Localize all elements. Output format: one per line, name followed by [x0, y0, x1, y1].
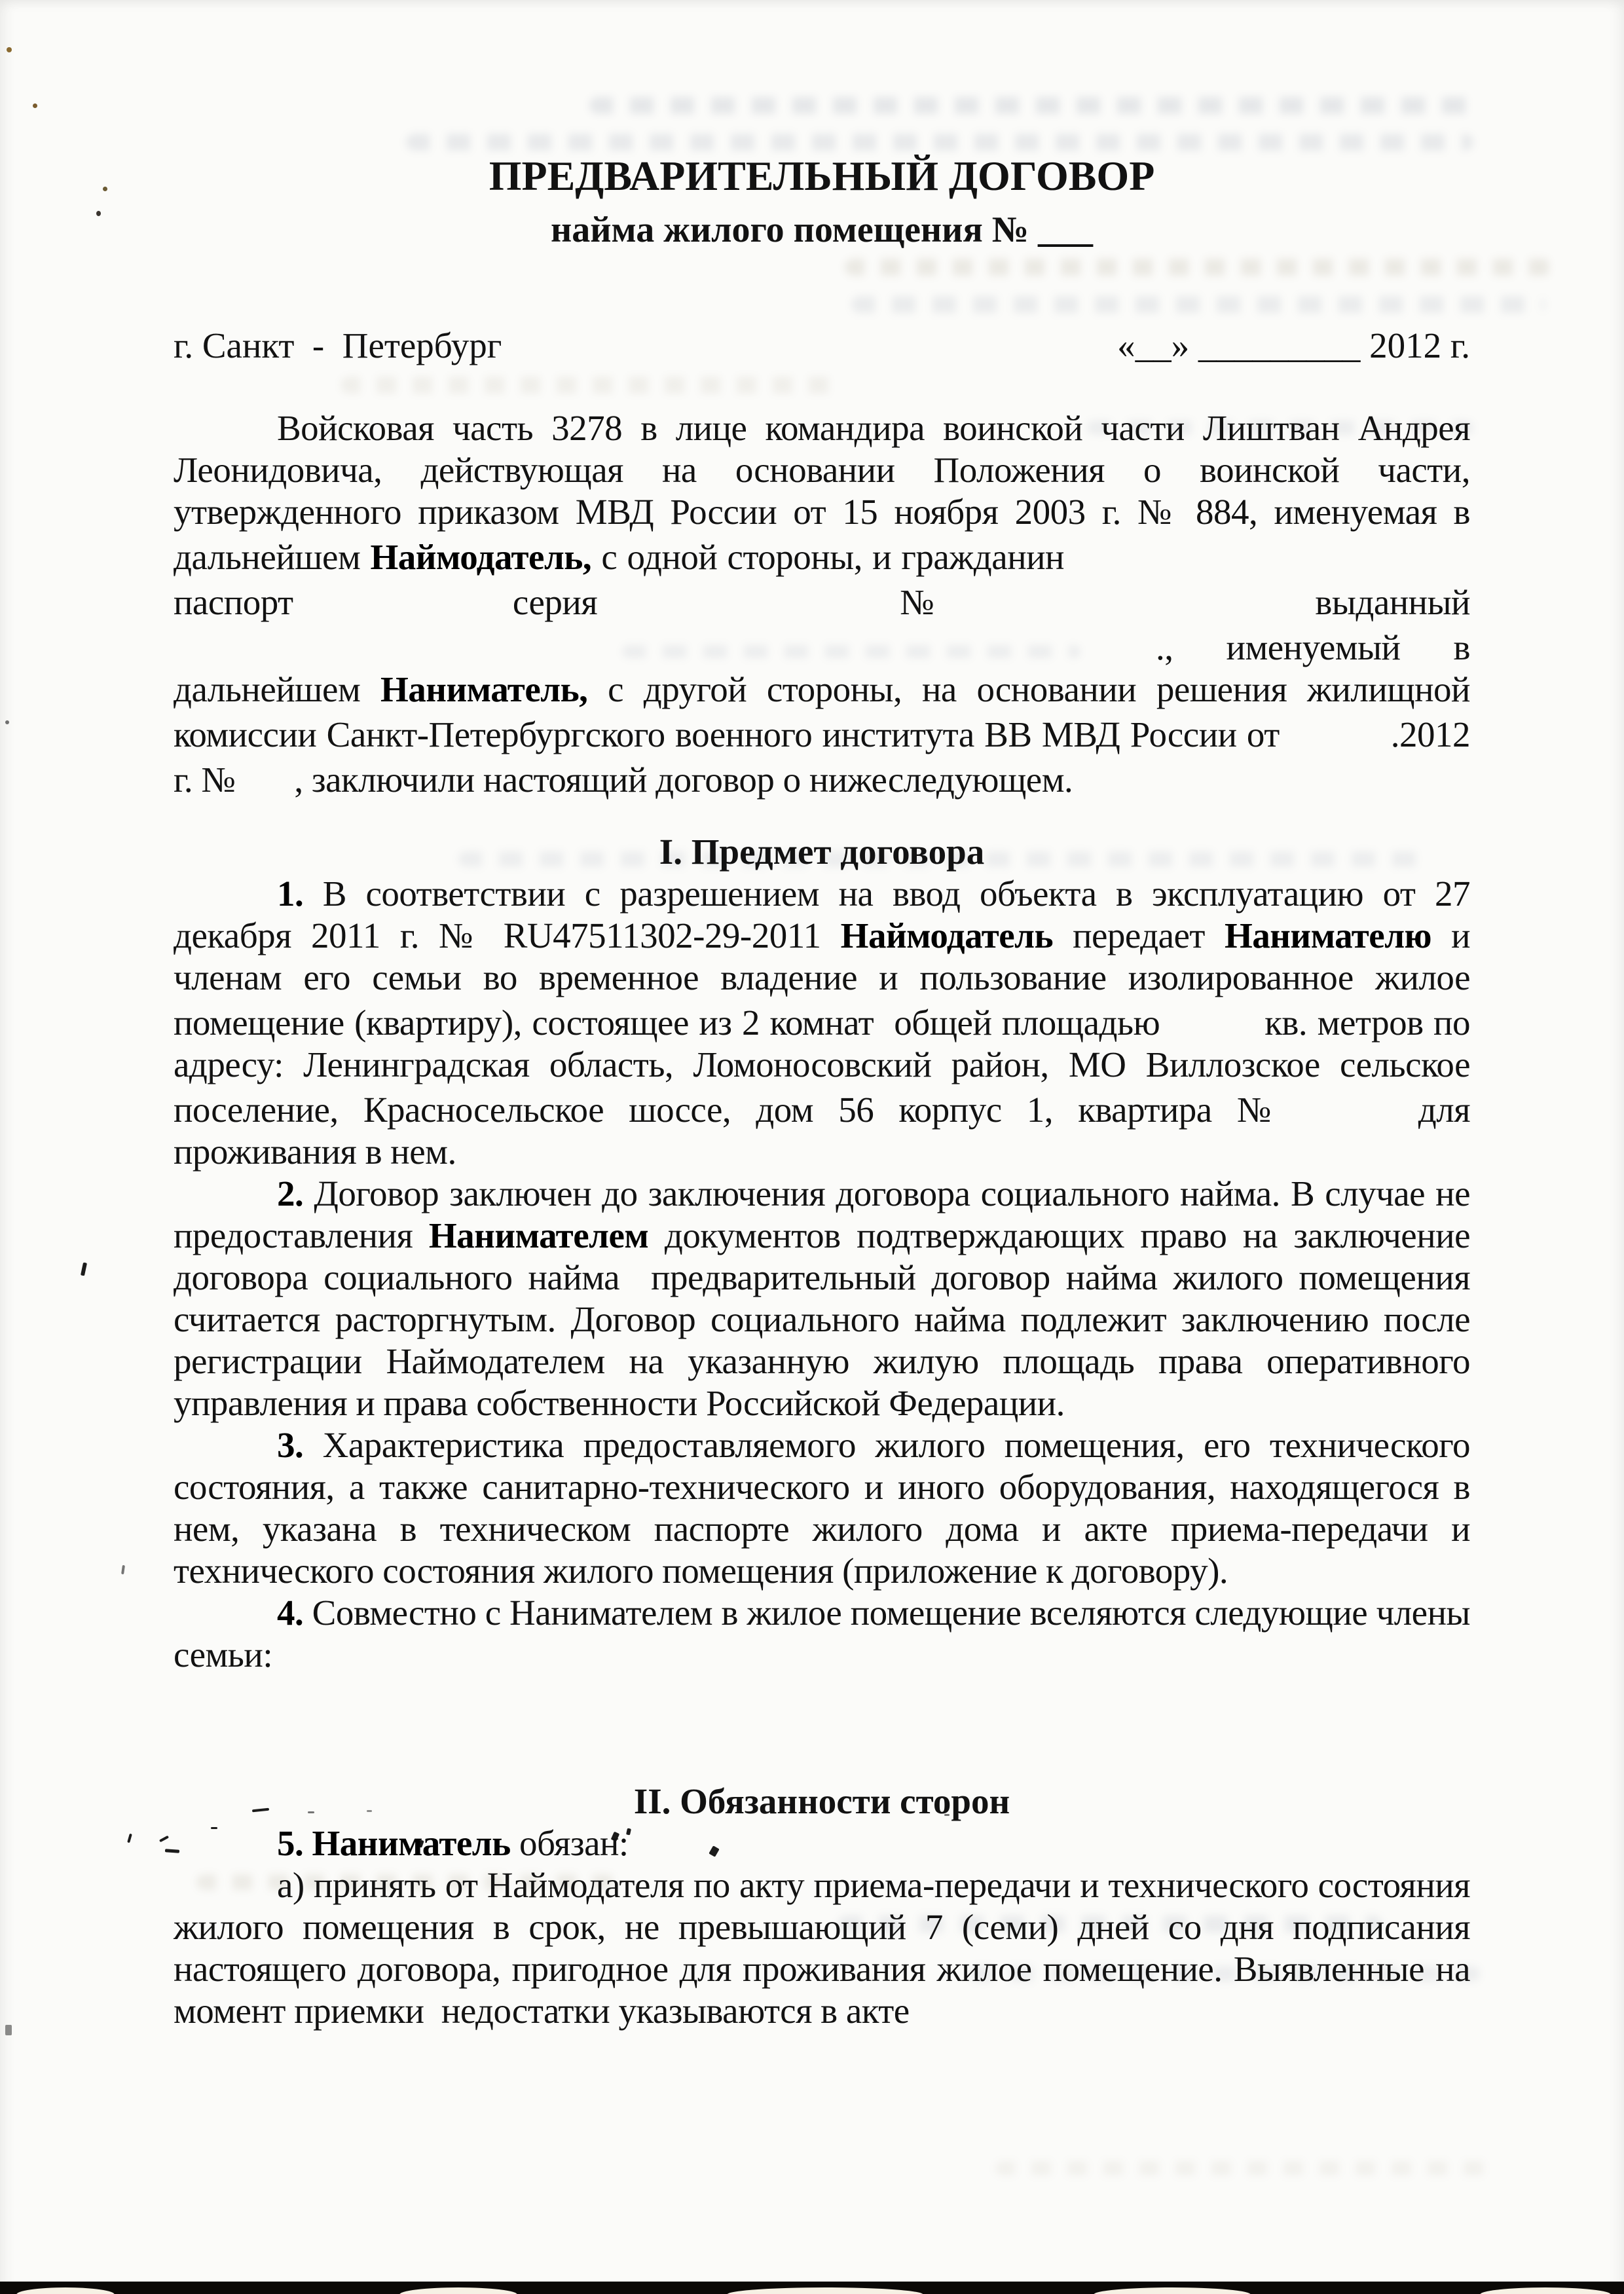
- contract-number-blank: ___: [1038, 210, 1094, 250]
- passport-number-blank: [1145, 578, 1315, 614]
- clause-3-seg-1: Характеристика предоставляемого жилого помещения, его технического состояния, а также санитарно-технического и иного оборудования, находящегося в нем, указана в техническом паспорте жилого дома и акте приема-передачи и технического состояния жилого помещения (приложение к договору).: [174, 1425, 1470, 1591]
- city-date-line: [174, 325, 1470, 367]
- clause-1-seg-4: кв. метров по адресу: Ленинградская область, Ломоносовский район, МО Виллозское сельское поселение, Красносельское шоссе, дом 56 корпус 1, квартира №: [174, 1003, 1470, 1130]
- clause-4-seg-1: Совместно с Нанимателем в жилое помещение вселяются следующие члены семьи:: [174, 1593, 1470, 1674]
- lessor-term: Наймодатель,: [370, 537, 592, 577]
- passport-series-blank: [597, 578, 689, 614]
- subtitle-text: найма жилого помещения №: [550, 210, 1029, 250]
- clause-3-paragraph: [174, 1424, 1470, 1592]
- clause-5-number: 5. Наниматель: [277, 1823, 511, 1863]
- passport-series-label: паспорт серия: [174, 582, 598, 622]
- clause-1-number: 1.: [277, 874, 304, 914]
- lessor-term: Наймодатель: [840, 916, 1054, 955]
- clause-2-number: 2.: [277, 1174, 304, 1213]
- clause-1-seg-2: передает: [1053, 916, 1225, 955]
- clause-5a-paragraph: а) принять от Наймодателя по акту приема-передачи и технического состояния жилого помещения в срок, не превышающий 7 (семи) дней со дня подписания настоящего договора, пригодное для проживания жилое помещение. Выявленные на момент приемки недостатки указываются в акте: [174, 1865, 1470, 2031]
- date-line: [1117, 325, 1470, 367]
- decision-number-blank: [235, 756, 294, 792]
- section-2-heading: II. Обязанности сторон: [633, 1781, 1010, 1821]
- passport-issued-label: выданный: [1315, 582, 1470, 622]
- clause-4-number: 4.: [277, 1593, 304, 1633]
- preamble-seg-5: .2012 г. №: [174, 714, 1470, 800]
- preamble-seg-3: ., именуемый в дальнейшем: [174, 627, 1470, 709]
- tenant-term: Нанимателем: [428, 1215, 649, 1255]
- citizen-name-blank: [1064, 533, 1470, 569]
- clause-1-seg-5: для проживания в нем.: [174, 1090, 1470, 1172]
- date-month-blank: _________: [1198, 325, 1361, 365]
- preamble-seg-2: с одной стороны, и гражданин: [591, 537, 1064, 577]
- section-1-heading: I. Предмет договора: [659, 832, 985, 872]
- clause-5-seg-1: обязан:: [510, 1823, 629, 1863]
- decision-date-blank: [1280, 711, 1391, 747]
- clause-1-seg-1: В соответствии с разрешением на ввод объекта в эксплуатацию от 27 декабря 2011 г. № RU47511302-29-2011: [174, 874, 1470, 955]
- page-subtitle: [174, 208, 1470, 251]
- clause-5-paragraph: [174, 1822, 1470, 1864]
- tenant-term: Наниматель,: [380, 669, 588, 709]
- date-day-blank: «__»: [1117, 325, 1190, 365]
- preamble-paragraph: [174, 407, 1470, 801]
- apartment-number-blank: [1287, 1086, 1418, 1122]
- preamble-seg-4: с другой стороны, на основании решения жилищной комиссии Санкт-Петербургского военного института ВВ МВД России от: [174, 669, 1470, 754]
- passport-number-sign: №: [689, 582, 1145, 622]
- city-label: г. Санкт - Петербург: [174, 325, 502, 365]
- preamble-seg-1: Войсковая часть 3278 в лице командира воинской части Лиштван Андрея Леонидовича, действующая на основании Положения о воинской части, утвержденного приказом МВД России от 15 ноября 2003 г. № 884, именуемая в дальнейшем: [174, 408, 1470, 577]
- clause-2-paragraph: [174, 1173, 1470, 1424]
- tenant-term: Нанимателю: [1224, 916, 1432, 955]
- date-year: 2012 г.: [1369, 325, 1470, 365]
- clause-1-seg-3: и членам его семьи во временное владение и пользование изолированное жилое помещение (квартиру), состоящее из 2 комнат общей площадью: [174, 916, 1471, 1043]
- page-title: ПРЕДВАРИТЕЛЬНЫЙ ДОГОВОР: [489, 153, 1155, 199]
- clause-2-seg-1: Договор заключен до заключения договора социального найма. В случае не предоставления: [174, 1174, 1470, 1255]
- clause-1-paragraph: [174, 873, 1470, 1173]
- preamble-seg-6: , заключили настоящий договор о нижеследующем.: [294, 760, 1073, 800]
- clause-3-number: 3.: [277, 1425, 304, 1465]
- clause-4-paragraph: [174, 1592, 1470, 1676]
- passport-issuer-blank: [174, 623, 1156, 659]
- area-blank: [1160, 999, 1264, 1035]
- clause-2-seg-2: документов подтверждающих право на заключение договора социального найма предварительный договор найма жилого помещения считается расторгнутым. Договор социального найма подлежит заключению после регистрации Наймодателем на указанную жилую площадь права оперативного управления и права собственности Российской Федерации.: [174, 1215, 1470, 1423]
- bleedthrough-smudge: [995, 2161, 1500, 2175]
